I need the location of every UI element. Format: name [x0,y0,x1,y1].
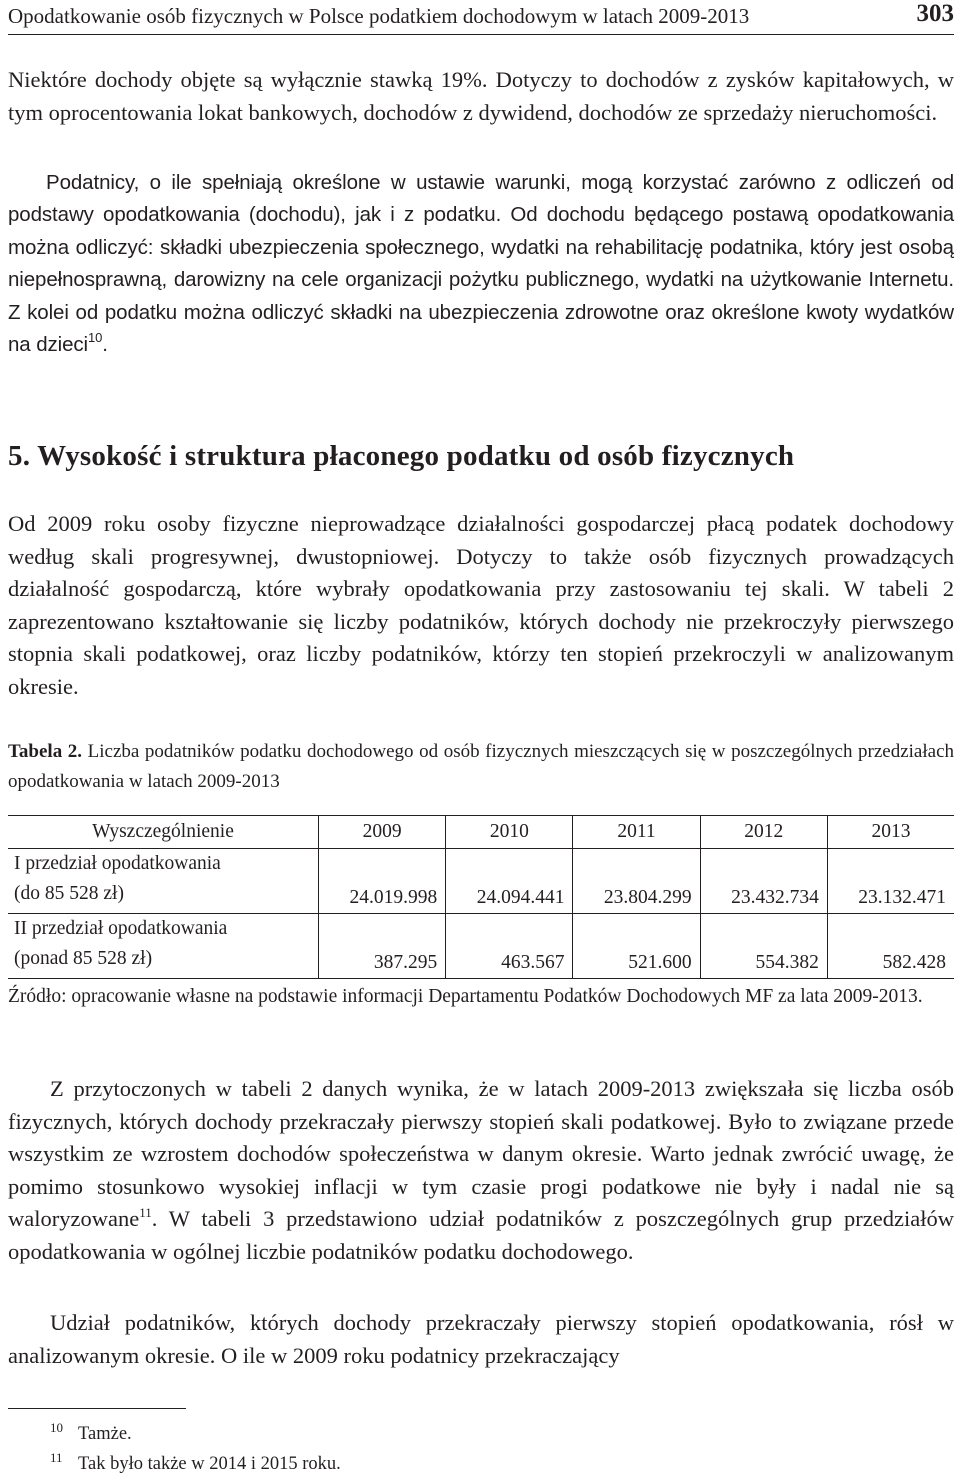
table-source-note: Źródło: opracowanie własne na podstawie informacji Departamentu Podatków Dochodowych MF za lata 2009-2013. [8,986,923,1007]
footnote-number: 11 [50,1450,63,1465]
table-cell: 554.382 [700,914,827,979]
table-row-label [8,914,319,979]
table-header-cell: 2013 [827,816,954,849]
table-row [8,914,954,979]
paragraph-2 [8,167,954,361]
table-cell: 24.019.998 [319,849,446,914]
section-heading: 5. Wysokość i struktura płaconego podatku od osób fizycznych [8,440,795,472]
table-cell: 387.295 [319,914,446,979]
paragraph-2-text: Podatnicy, o ile spełniają określone w ustawie warunki, mogą korzystać zarówno z odliczeń od podstawy opodatkowania (dochodu), jak i z podatku. Od dochodu będącego postawą opodatkowania można odliczyć: składki ubezpieczenia społecznego, wydatki na rehabilitację podatnika, który jest osobą niepełnosprawną, darowizny na cele organizacji pożytku publicznego, wydatki na użytkowanie Internetu. Z kolei od podatku można odliczyć składki na ubezpieczenia zdrowotne oraz określone kwoty wydatków na dzieci [8,171,954,357]
table-cell: 582.428 [827,914,954,979]
table-cell: 463.567 [446,914,573,979]
footnote-10 [50,1420,132,1445]
footnote-11 [50,1450,341,1475]
paragraph-1: Niektóre dochody objęte są wyłącznie stawką 19%. Dotyczy to dochodów z zysków kapitałowych, w tym oprocentowania lokat bankowych, dochodów z dywidend, dochodów ze sprzedaży nieruchomości. [8,67,954,125]
row-label-line-2: (do 85 528 zł) [14,883,124,904]
paragraph-5 [8,1307,954,1372]
footnote-text: Tamże. [78,1424,132,1444]
footnote-number: 10 [50,1420,63,1435]
paragraph-4-text: Z przytoczonych w tabeli 2 danych wynika, że w latach 2009-2013 zwiększała się liczba osób fizycznych, których dochody przekraczały pierwszy stopień skali podatkowej. Było to związane przede wszystkim ze wzrostem dochodów społeczeństwa w danym okresie. Warto jednak zwrócić uwagę, że pomimo stosunkowo wysokiej inflacji w tym czasie progi podatkowe nie były i nadal nie są waloryzowane [8,1076,954,1232]
table-row [8,849,954,914]
table-header-cell: 2009 [319,816,446,849]
page-number: 303 [916,0,954,27]
running-header [8,0,954,35]
taxpayers-table [8,815,954,979]
row-label-line-1: II przedział opodatkowania [14,918,228,939]
table-caption-label: Tabela 2. [8,741,83,762]
row-label-line-2: (ponad 85 528 zł) [14,948,153,969]
row-label-line-1: I przedział opodatkowania [14,853,221,874]
footnote-ref-10: 10 [88,330,103,346]
paragraph-4 [8,1073,954,1269]
footnote-separator [8,1408,186,1409]
paragraph-3: Od 2009 roku osoby fizyczne nieprowadzące działalności gospodarczej płacą podatek dochodowy według skali progresywnej, dwustopniowej. Dotyczy to także osób fizycznych prowadzących działalność gospodarczą, które wybrały opodatkowania przy zastosowaniu tej skali. W tabeli 2 zaprezentowano kształtowanie się liczby podatników, których dochody nie przekroczyły pierwszego stopnia skali podatkowej, oraz liczby podatników, którzy ten stopień przekroczyli w analizowanym okresie. [8,511,954,699]
paragraph-5-text: Udział podatników, których dochody przekraczały pierwszy stopień opodatkowania, rósł w analizowanym okresie. O ile w 2009 roku podatnicy przekraczający [8,1310,954,1368]
table-header-cell: 2012 [700,816,827,849]
table-cell: 23.432.734 [700,849,827,914]
table-cell: 23.804.299 [573,849,700,914]
table-header-row [8,816,954,849]
paragraph-2-end: . [102,333,108,357]
paragraph-4-end: . W tabeli 3 przedstawiono udział podatników z poszczególnych grup przedziałów opodatkowania w ogólnej liczbie podatników podatku dochodowego. [8,1206,954,1264]
table-caption [8,737,954,797]
table-cell: 23.132.471 [827,849,954,914]
footnote-text: Tak było także w 2014 i 2015 roku. [78,1454,341,1474]
table-caption-text: Liczba podatników podatku dochodowego od osób fizycznych mieszczących się w poszczególnych przedziałach opodatkowania w latach 2009-2013 [8,741,955,792]
running-title: Opodatkowanie osób fizycznych w Polsce podatkiem dochodowym w latach 2009-2013 [8,4,750,28]
table-cell: 521.600 [573,914,700,979]
table-row-label [8,849,319,914]
footnote-ref-11: 11 [139,1205,152,1221]
table-cell: 24.094.441 [446,849,573,914]
table-header-cell: 2010 [446,816,573,849]
table-header-cell: Wyszczególnienie [92,821,234,842]
table-header-cell: 2011 [573,816,700,849]
